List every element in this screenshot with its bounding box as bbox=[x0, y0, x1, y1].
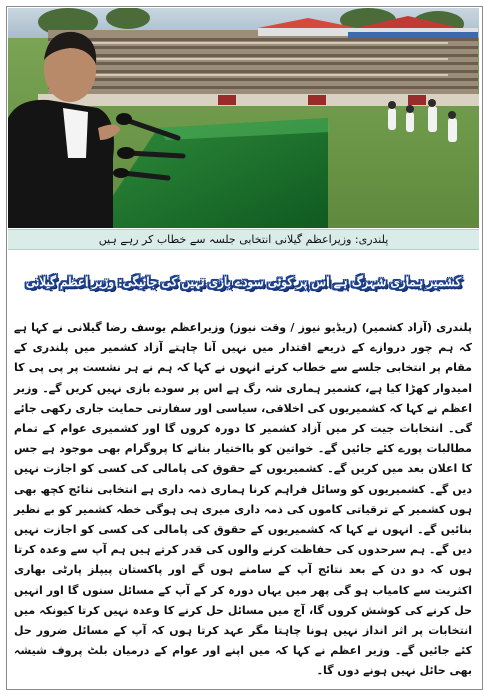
headline bbox=[12, 251, 475, 313]
news-photo bbox=[8, 8, 479, 228]
photo-caption: پلندری: وزیراعظم گیلانی انتخابی جلسہ سے خطاب کر رہے ہیں bbox=[8, 229, 479, 250]
article-body bbox=[14, 318, 472, 683]
article-text: پلندری (آزاد کشمیر) (ریڈیو نیوز / وقت نیوز) وزیراعظم یوسف رضا گیلانی نے کہا ہے کہ ہم چور دروازے کے ذریعے اقتدار میں نہیں آنا چاہتے آزاد کشمیر میں پلندری کے مقام پر انتخابی جلسے سے خطاب کرتے انہوں نے کہا کہ ہم نے ہر نشست پر پی پی کا امیدوار کھڑا کیا ہے، کشمیر ہماری شہ رگ ہے اس پر سودے بازی نہیں کریں گے۔ وزیر اعظم نے کہا کہ کشمیریوں کی اخلاقی، سیاسی اور سفارتی حمایت جاری رکھی جائے گی۔ انتخابات جیت کر میں آزاد کشمیر کا دورہ کروں گا اور کشمیری عوام کے تمام مطالبات پورے کئے جائیں گے۔ خواتین کو بااختیار بنانے کا پروگرام بھی موجود ہے جس کا اعلان بعد میں کریں گے۔ کشمیریوں کے حقوق کی پامالی کی کسی کو اجازت نہیں دیں گے۔ کشمیریوں کو وسائل فراہم کرنا ہماری ذمہ داری ہے انتخابی نتائج کچھ بھی ہوں کشمیر کے ترقیاتی کاموں کی ذمہ داری میری ہی ہوگی خطہ کشمیر کو بے نظیر بنائیں گے۔ انہوں نے کہا کہ کشمیریوں کے حقوق کی پامالی کی کسی کو اجازت نہیں دیں گے۔ ہم سرحدوں کی حفاظت کرنے والوں کی قدر کرتے ہیں ہم آپ سے وعدہ کرتا ہوں کہ دو دن کے بعد نتائج آپ کے سامنے ہوں گے اور پاکستان پیپلز پارٹی بھاری اکثریت سے کامیاب ہو گی پھر میں یہاں دورہ کر کے آپ کے مسائل سنوں گا اور انہیں حل کرنے کی کوشش کروں گا، آج میں مسائل حل کرنے کا وعدہ نہیں کرتا کیونکہ میں انتخابات پر اثر انداز نہیں ہونا چاہتا مگر عہد کرتا ہوں کہ آپ کے مسائل ضرور حل کئے جائیں گے۔ وزیر اعظم نے کہا کہ میں اپنے اور عوام کے درمیان بلٹ پروف شیشہ بھی حائل نہیں ہونے دوں گا۔ bbox=[14, 321, 472, 678]
headline-text: کشمیر ہماری شہرگ ہے اس پر کوئی سودے بازی نہیں کی جائیگی: وزیر اعظم گیلانی bbox=[25, 275, 462, 289]
rally-photo-illustration bbox=[8, 8, 479, 228]
